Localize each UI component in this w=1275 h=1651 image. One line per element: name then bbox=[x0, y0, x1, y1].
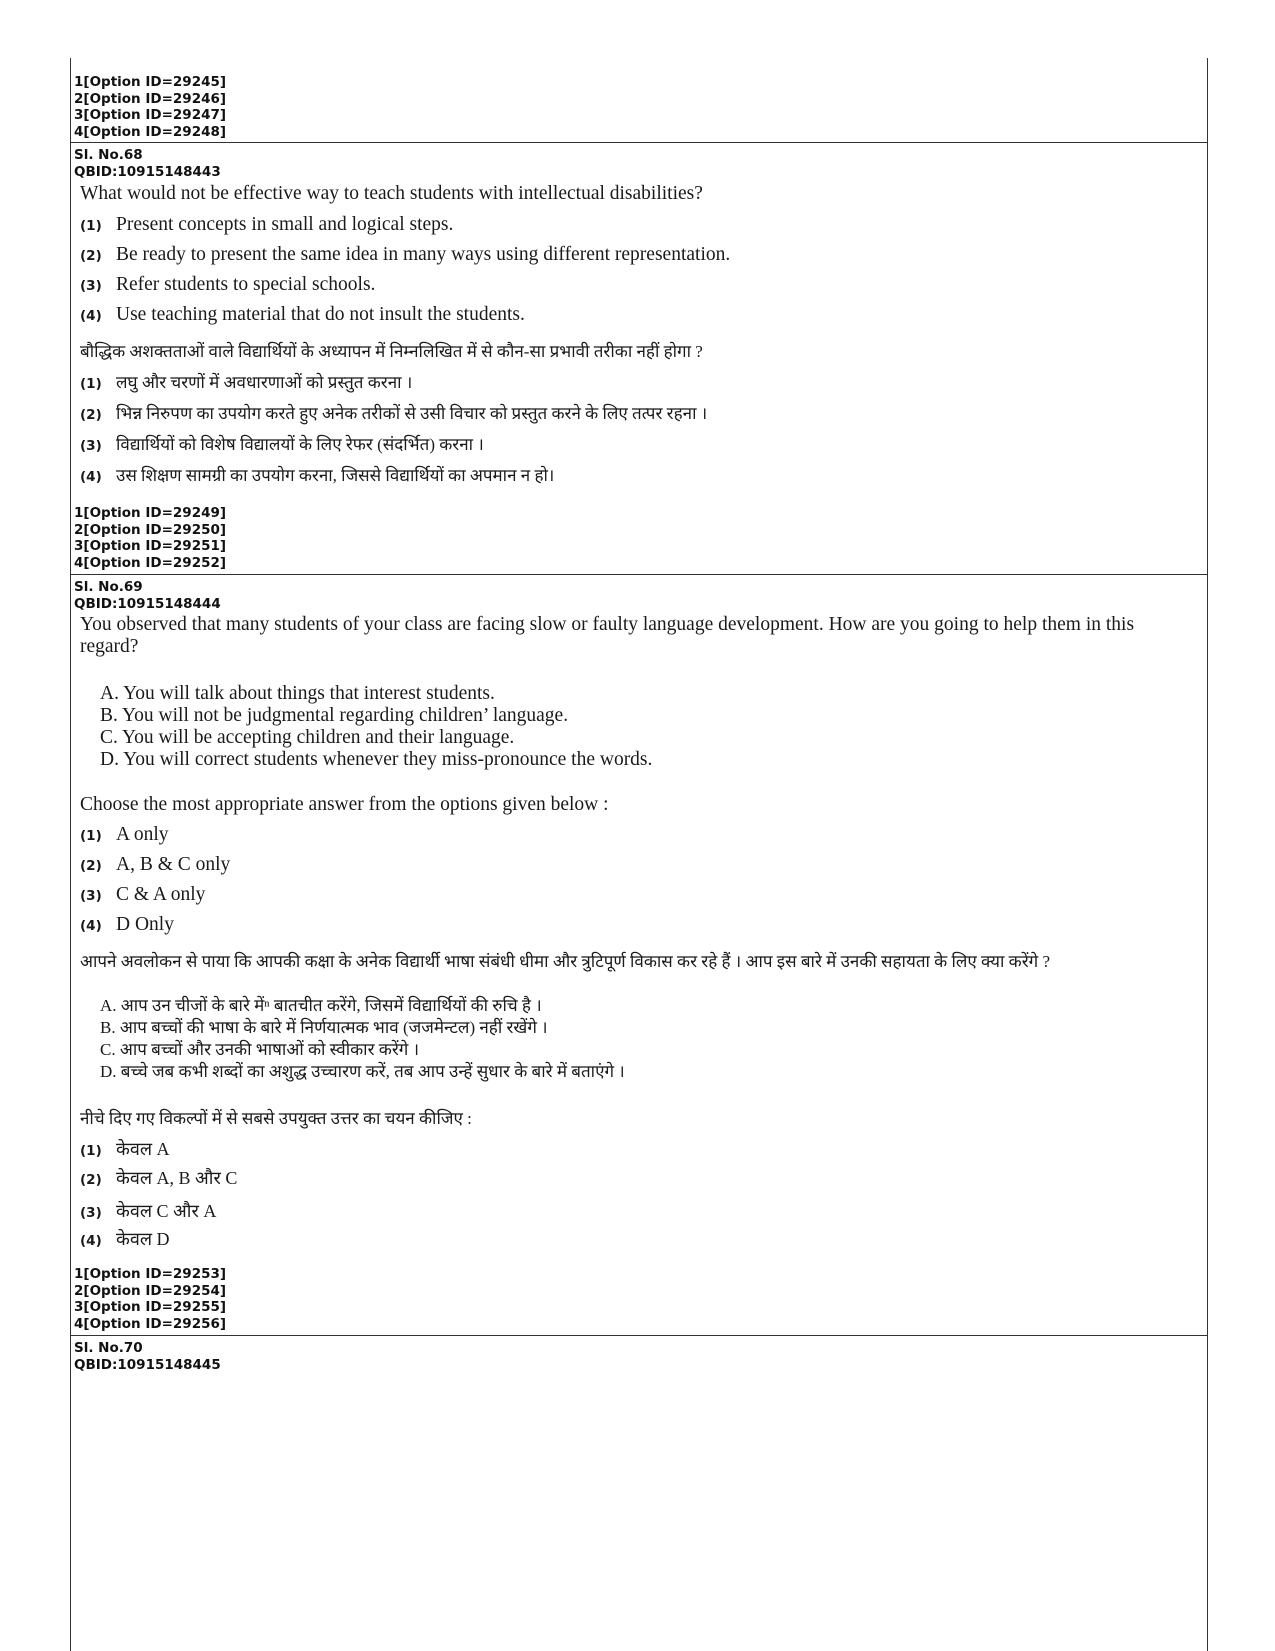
question-line: You observed that many students of your class are facing slow or faulty language development. How are you going to help them in this bbox=[80, 614, 1135, 635]
option-id-list-q67 bbox=[70, 74, 1208, 140]
option-id: 2[Option ID=29254] bbox=[74, 1282, 227, 1299]
option-id: 1[Option ID=29253] bbox=[74, 1266, 227, 1282]
question-text-en: What would not be effective way to teach students with intellectual disabilities? bbox=[80, 183, 703, 204]
option-text: विद्यार्थियों को विशेष विद्यालयों के लिए रेफर (संदर्भित) करना । bbox=[116, 435, 484, 454]
option-text: C & A only bbox=[116, 884, 206, 905]
option-id-list-q68 bbox=[70, 505, 1208, 571]
option-text: Be ready to present the same idea in many ways using different representation. bbox=[116, 244, 731, 265]
question-header-q70 bbox=[70, 1340, 1208, 1373]
option-text: केवल D bbox=[116, 1229, 170, 1249]
option-number: (1) bbox=[80, 828, 102, 844]
statement-list-en bbox=[70, 683, 1208, 771]
option-en bbox=[70, 824, 1208, 846]
option-id: 2[Option ID=29250] bbox=[74, 521, 227, 538]
option-hi bbox=[70, 1166, 1208, 1190]
option-text: Use teaching material that do not insult the students. bbox=[116, 304, 525, 325]
question-text-hi: आपने अवलोकन से पाया कि आपकी कक्षा के अनेक विद्यार्थी भाषा संबंधी धीमा और त्रुटिपूर्ण विकास कर रहे हैं । आप इस बारे में उनकी सहायता के लिए क्या करेंगे ? bbox=[80, 952, 1051, 971]
option-hi bbox=[70, 463, 1208, 486]
qbid: QBID:10915148443 bbox=[74, 163, 221, 180]
option-number: (2) bbox=[80, 858, 102, 874]
option-text: केवल A bbox=[116, 1139, 170, 1159]
option-text: भिन्न निरुपण का उपयोग करते हुए अनेक तरीकों से उसी विचार को प्रस्तुत करने के लिए तत्पर रहना । bbox=[116, 404, 708, 423]
option-en bbox=[70, 914, 1208, 936]
option-number: (3) bbox=[80, 888, 102, 904]
option-text: उस शिक्षण सामग्री का उपयोग करना, जिससे विद्यार्थियों का अपमान न हो। bbox=[116, 466, 555, 485]
option-number: (2) bbox=[80, 248, 102, 264]
option-id: 1[Option ID=29249] bbox=[74, 505, 227, 521]
statement: B. आप बच्चों की भाषा के बारे में निर्णयात्मक भाव (जजमेन्टल) नहीं रखेंगे । bbox=[100, 1018, 548, 1037]
option-text: Present concepts in small and logical steps. bbox=[116, 214, 454, 235]
statement: A. आप उन चीजों के बारे मेंⁿ बातचीत करेंगे, जिसमें विद्यार्थियों की रुचि है । bbox=[100, 996, 542, 1015]
statement: B. You will not be judgmental regarding children’ language. bbox=[100, 705, 569, 726]
option-id: 4[Option ID=29248] bbox=[74, 123, 227, 140]
option-hi bbox=[70, 370, 1208, 393]
option-number: (4) bbox=[80, 469, 102, 485]
qbid: QBID:10915148444 bbox=[74, 595, 221, 612]
option-number: (4) bbox=[80, 308, 102, 324]
option-number: (3) bbox=[80, 278, 102, 294]
option-id: 1[Option ID=29245] bbox=[74, 74, 227, 90]
option-text: केवल A, B और C bbox=[116, 1168, 238, 1188]
option-hi bbox=[70, 1227, 1208, 1251]
question-text-en bbox=[70, 614, 1208, 658]
option-number: (2) bbox=[80, 407, 102, 423]
statement: D. You will correct students whenever they miss-pronounce the words. bbox=[100, 749, 653, 770]
option-id: 3[Option ID=29255] bbox=[74, 1299, 227, 1315]
choose-instruction-hi: नीचे दिए गए विकल्पों में से सबसे उपयुक्त उत्तर का चयन कीजिए : bbox=[80, 1109, 472, 1128]
option-hi bbox=[70, 401, 1208, 424]
question-text-hi: बौद्धिक अशक्तताओं वाले विद्यार्थियों के अध्यापन में निम्नलिखित में से कौन-सा प्रभावी तरीका नहीं होगा ? bbox=[80, 342, 703, 361]
option-number: (3) bbox=[80, 438, 102, 454]
option-id: 3[Option ID=29251] bbox=[74, 538, 227, 554]
option-en bbox=[70, 274, 1208, 296]
option-en bbox=[70, 214, 1208, 236]
question-line: regard? bbox=[80, 636, 139, 657]
option-text: केवल C और A bbox=[116, 1201, 217, 1221]
choose-instruction-en: Choose the most appropriate answer from the options given below : bbox=[80, 794, 609, 815]
option-number: (3) bbox=[80, 1205, 102, 1221]
option-id-list-q69 bbox=[70, 1266, 1208, 1332]
option-text: Refer students to special schools. bbox=[116, 274, 376, 295]
qbid: QBID:10915148445 bbox=[74, 1356, 221, 1373]
serial-number: Sl. No.68 bbox=[74, 147, 143, 163]
statement-list-hi bbox=[70, 995, 1208, 1083]
option-hi bbox=[70, 1199, 1208, 1223]
option-hi bbox=[70, 1137, 1208, 1161]
option-en bbox=[70, 304, 1208, 326]
option-en bbox=[70, 854, 1208, 876]
option-number: (2) bbox=[80, 1172, 102, 1188]
statement: C. You will be accepting children and their language. bbox=[100, 727, 515, 748]
serial-number: Sl. No.69 bbox=[74, 579, 143, 595]
option-hi bbox=[70, 432, 1208, 455]
question-separator bbox=[70, 142, 1208, 143]
serial-number: Sl. No.70 bbox=[74, 1340, 143, 1356]
question-header-q69 bbox=[70, 579, 1208, 612]
statement: C. आप बच्चों और उनकी भाषाओं को स्वीकार करेंगे । bbox=[100, 1040, 420, 1059]
option-number: (4) bbox=[80, 918, 102, 934]
question-header-q68 bbox=[70, 147, 1208, 180]
option-id: 2[Option ID=29246] bbox=[74, 90, 227, 107]
option-en bbox=[70, 244, 1208, 266]
statement: D. बच्चे जब कभी शब्दों का अशुद्ध उच्चारण करें, तब आप उन्हें सुधार के बारे में बताएंगे । bbox=[100, 1062, 625, 1081]
option-number: (1) bbox=[80, 1143, 102, 1159]
question-separator bbox=[70, 1335, 1208, 1336]
option-en bbox=[70, 884, 1208, 906]
option-id: 4[Option ID=29256] bbox=[74, 1315, 227, 1332]
option-number: (4) bbox=[80, 1233, 102, 1249]
option-id: 4[Option ID=29252] bbox=[74, 554, 227, 571]
option-text: A only bbox=[116, 824, 169, 845]
statement: A. You will talk about things that interest students. bbox=[100, 683, 495, 704]
option-text: A, B & C only bbox=[116, 854, 231, 875]
option-text: लघु और चरणों में अवधारणाओं को प्रस्तुत करना । bbox=[116, 373, 413, 392]
option-number: (1) bbox=[80, 376, 102, 392]
option-id: 3[Option ID=29247] bbox=[74, 107, 227, 123]
option-text: D Only bbox=[116, 914, 174, 935]
option-number: (1) bbox=[80, 218, 102, 234]
question-separator bbox=[70, 574, 1208, 575]
